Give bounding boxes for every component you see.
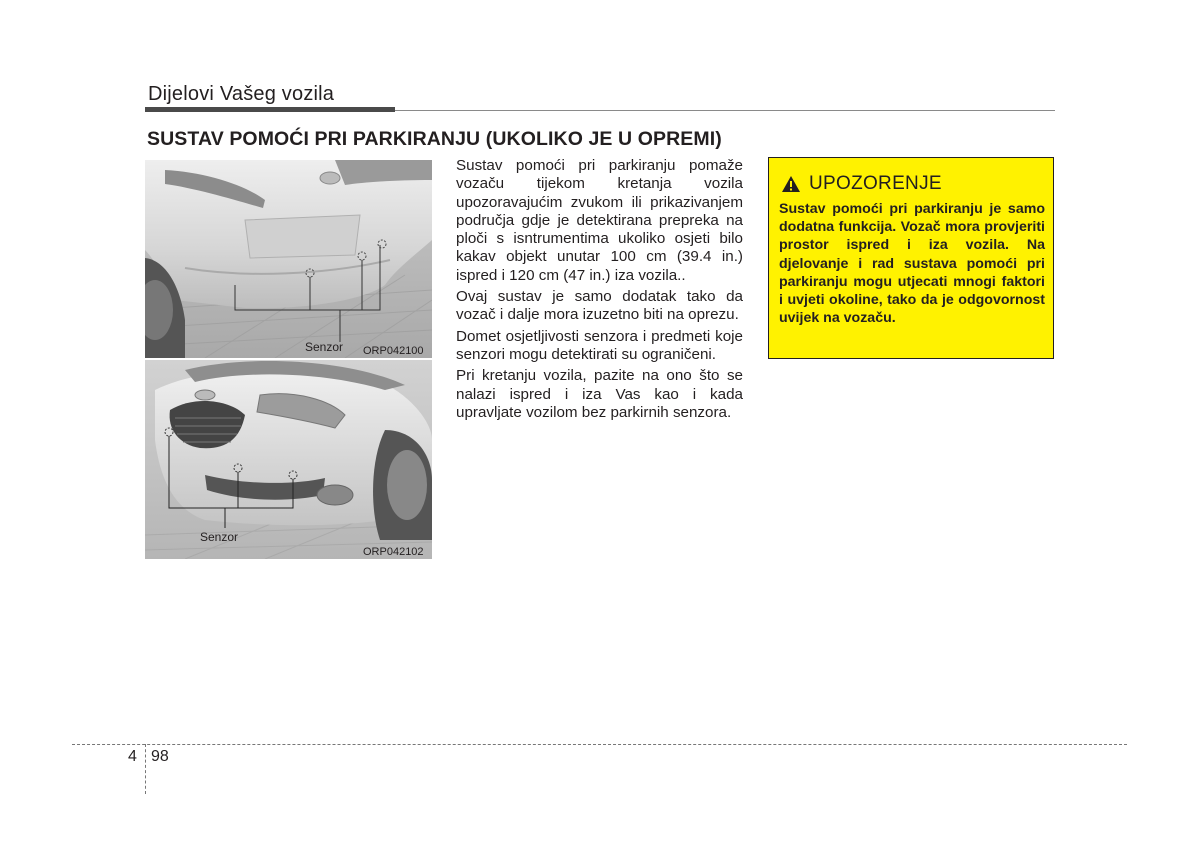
figure-rear-sensors: [145, 160, 432, 358]
figure-rear-code: ORP042100: [363, 345, 424, 357]
figure-front-sensors: [145, 360, 432, 559]
front-car-illustration: [145, 360, 432, 559]
body-paragraph: Sustav pomoći pri parkiranju pomaže vozaču tijekom kretanja vozila upozoravajućim zvukom ili prikazivanjem područja gdje je detektirana prepreka na ploči s isntrumentima ukoliko osjeti bilo kakav objekt unutar 100 cm (39.4 in.) ispred i 120 cm (47 in.) iza vozila..: [456, 157, 743, 284]
body-paragraph: Pri kretanju vozila, pazite na ono što se nalazi ispred i iza Vas kao i kada upravljate vozilom bez parkirnih senzora.: [456, 367, 743, 421]
warning-box: [768, 157, 1054, 359]
figure-front-label: Senzor: [200, 530, 239, 544]
footer-vertical-rule: [145, 744, 146, 794]
header-rule: [395, 110, 1055, 111]
figure-rear-label: Senzor: [305, 340, 344, 354]
figure-front-code: ORP042102: [363, 546, 424, 558]
body-paragraph: Ovaj sustav je samo dodatak tako da vozač i dalje mora izuzetno biti na oprezu.: [456, 288, 743, 324]
warning-triangle-icon: [781, 175, 801, 193]
chapter-number: 4: [128, 748, 137, 765]
section-header: Dijelovi Vašeg vozila: [148, 83, 335, 105]
page-heading: SUSTAV POMOĆI PRI PARKIRANJU (UKOLIKO JE U OPREMI): [147, 128, 722, 150]
warning-title: UPOZORENJE: [809, 173, 942, 194]
body-text: [456, 157, 743, 425]
warning-title-row: [781, 172, 942, 196]
rear-car-illustration: [145, 160, 432, 358]
page-number: 98: [151, 748, 169, 765]
footer-rule: [72, 744, 1127, 745]
header-bar: [145, 107, 395, 112]
body-paragraph: Domet osjetljivosti senzora i predmeti koje senzori mogu detektirati su ograničeni.: [456, 327, 743, 363]
warning-text: Sustav pomoći pri parkiranju je samo dodatna funkcija. Vozač mora provjeriti prostor ispred i iza vozila. Na djelovanje i rad sustava pomoći pri parkiranju mogu utjecati mnogi faktori i uvjeti okoline, tako da je odgovornost uvijek na vozaču.: [779, 201, 1045, 327]
